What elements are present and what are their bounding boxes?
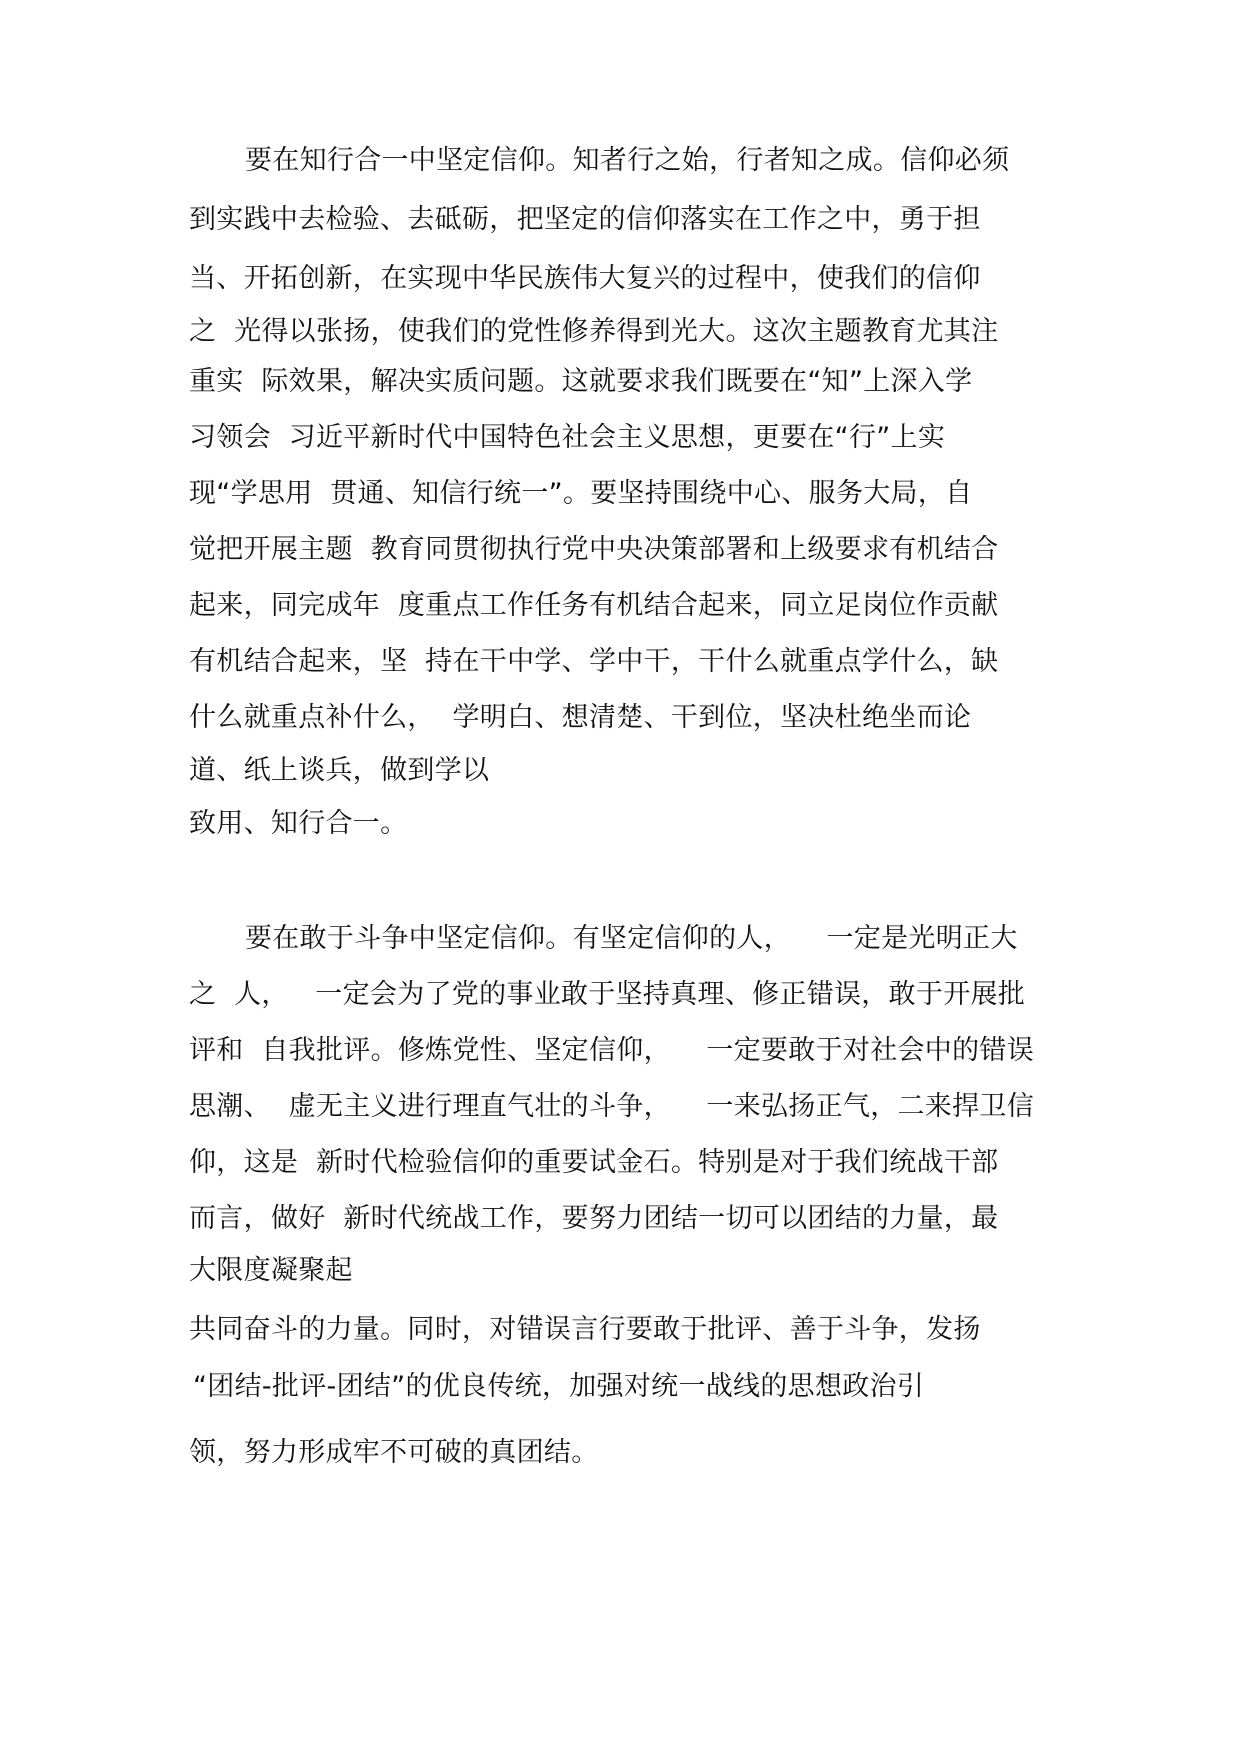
paragraph-line: 大限度凝聚起: [189, 1255, 353, 1286]
paragraph-line: 有机结合起来，坚 持在干中学、学中干，干什么就重点学什么，缺: [189, 646, 999, 677]
paragraph-line: 共同奋斗的力量。同时，对错误言行要敢于批评、善于斗争，发扬: [189, 1314, 981, 1345]
paragraph-line: 仰，这是 新时代检验信仰的重要试金石。特别是对于我们统战干部: [189, 1147, 999, 1178]
paragraph-line: 起来，同完成年 度重点工作任务有机结合起来，同立足岗位作贡献: [189, 590, 999, 621]
paragraph-line: 重实 际效果，解决实质问题。这就要求我们既要在“知”上深入学: [189, 366, 973, 397]
paragraph-line: 当、开拓创新，在实现中华民族伟大复兴的过程中，使我们的信仰: [189, 263, 981, 294]
paragraph-line: 领，努力形成牢不可破的真团结。: [189, 1437, 599, 1468]
paragraph-line: 评和 自我批评。修炼党性、坚定信仰， 一定要敢于对社会中的错误: [189, 1035, 1034, 1066]
paragraph-line: 到实践中去检验、去砥砺，把坚定的信仰落实在工作之中，勇于担: [189, 204, 981, 235]
paragraph-line: 觉把开展主题 教育同贯彻执行党中央决策部署和上级要求有机结合: [189, 534, 999, 565]
paragraph-line: “团结-批评-团结”的优良传统，加强对统一战线的思想政治引: [193, 1371, 925, 1402]
paragraph-line: 之 光得以张扬，使我们的党性修养得到光大。这次主题教育尤其注: [189, 316, 999, 347]
paragraph-line: 之 人， 一定会为了党的事业敢于坚持真理、修正错误，敢于开展批: [189, 979, 1026, 1010]
paragraph-line: 道、纸上谈兵，做到学以: [189, 755, 490, 786]
paragraph-line: 要在知行合一中坚定信仰。知者行之始，行者知之成。信仰必须: [245, 145, 1010, 176]
paragraph-line: 致用、知行合一。: [189, 808, 408, 839]
paragraph-line: 而言，做好 新时代统战工作，要努力团结一切可以团结的力量，最: [189, 1203, 999, 1234]
paragraph-line: 现“学思用 贯通、知信行统一”。要坚持围绕中心、服务大局，自: [189, 478, 973, 509]
paragraph-line: 什么就重点补什么， 学明白、想清楚、干到位，坚决杜绝坐而论: [189, 702, 972, 733]
paragraph-line: 习领会 习近平新时代中国特色社会主义思想，更要在“行”上实: [189, 422, 946, 453]
paragraph-line: 要在敢于斗争中坚定信仰。有坚定信仰的人， 一定是光明正大: [245, 923, 1018, 954]
paragraph-line: 思潮、 虚无主义进行理直气壮的斗争， 一来弘扬正气，二来捍卫信: [189, 1091, 1034, 1122]
